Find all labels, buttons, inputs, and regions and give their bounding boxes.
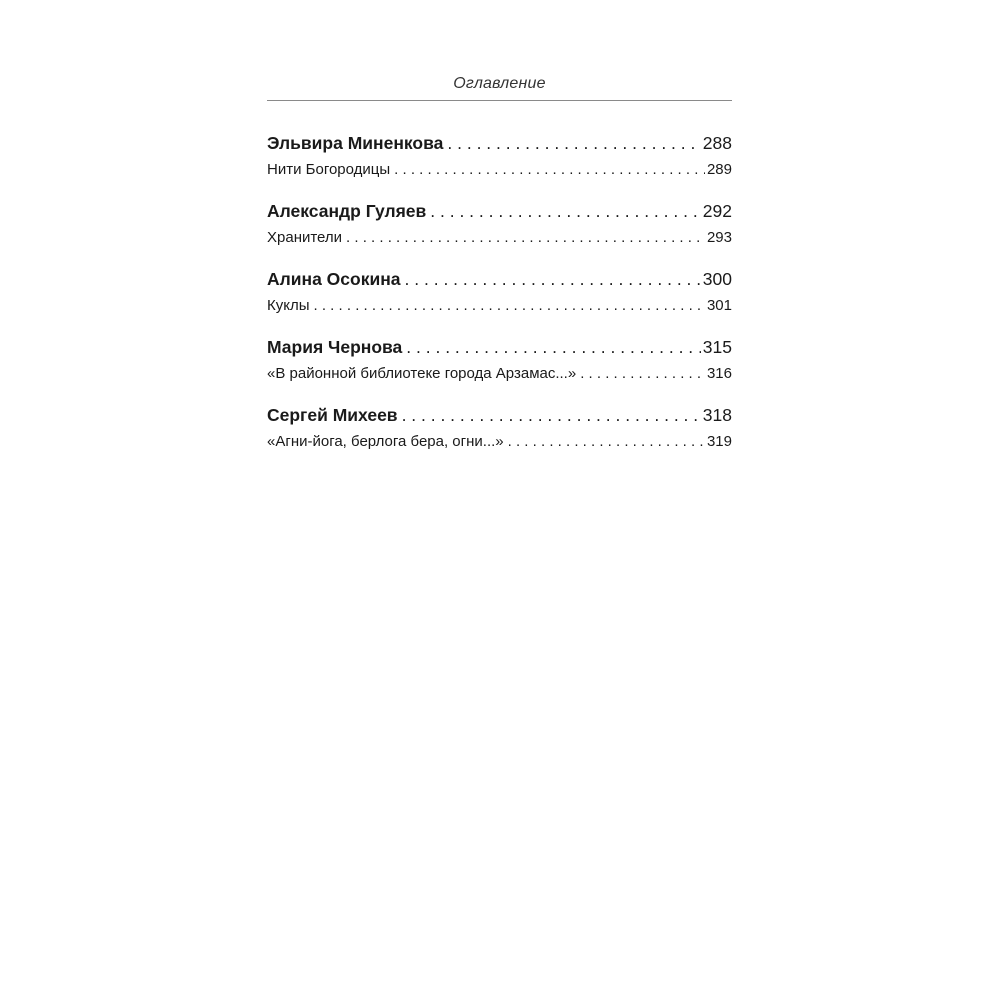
toc-author-name: Эльвира Миненкова bbox=[267, 133, 444, 153]
toc-work-line[interactable] bbox=[267, 156, 732, 183]
toc-work-line[interactable] bbox=[267, 292, 732, 319]
dot-leader bbox=[314, 292, 705, 319]
toc-page-number: 318 bbox=[702, 405, 732, 425]
toc-page-number: 316 bbox=[706, 365, 732, 382]
toc-author-line[interactable] bbox=[267, 198, 732, 224]
running-head-title: Оглавление bbox=[453, 75, 546, 92]
toc-author-name: Сергей Михеев bbox=[267, 405, 398, 425]
toc-author-line[interactable] bbox=[267, 334, 732, 360]
toc-work-title: Нити Богородицы bbox=[267, 161, 391, 178]
book-page bbox=[267, 0, 732, 1000]
toc-author-line[interactable] bbox=[267, 402, 732, 428]
toc-page-number: 292 bbox=[702, 201, 732, 221]
table-of-contents bbox=[267, 130, 732, 470]
toc-work-line[interactable] bbox=[267, 224, 732, 251]
toc-work-title: Куклы bbox=[267, 297, 310, 314]
toc-work-title: Хранители bbox=[267, 229, 343, 246]
toc-work-title: «Агни-йога, берлога бера, огни...» bbox=[267, 433, 504, 450]
dot-leader bbox=[580, 360, 705, 387]
toc-author-name: Мария Чернова bbox=[267, 337, 403, 357]
toc-work-line[interactable] bbox=[267, 360, 732, 387]
toc-author-line[interactable] bbox=[267, 266, 732, 292]
dot-leader bbox=[402, 402, 701, 428]
dot-leader bbox=[447, 130, 700, 156]
toc-work-title: «В районной библиотеке города Арзамас...» bbox=[267, 365, 577, 382]
toc-entry-group bbox=[267, 266, 732, 319]
toc-entry-group bbox=[267, 334, 732, 387]
dot-leader bbox=[394, 156, 705, 183]
dot-leader bbox=[430, 198, 701, 224]
dot-leader bbox=[346, 224, 705, 251]
dot-leader bbox=[405, 266, 701, 292]
toc-work-line[interactable] bbox=[267, 428, 732, 455]
dot-leader bbox=[406, 334, 701, 360]
toc-author-line[interactable] bbox=[267, 130, 732, 156]
toc-author-name: Александр Гуляев bbox=[267, 201, 427, 221]
toc-page-number: 300 bbox=[702, 269, 732, 289]
toc-entry-group bbox=[267, 198, 732, 251]
toc-page-number: 315 bbox=[702, 337, 732, 357]
toc-entry-group bbox=[267, 130, 732, 183]
toc-page-number: 289 bbox=[706, 161, 732, 178]
header-rule bbox=[267, 100, 732, 101]
toc-entry-group bbox=[267, 402, 732, 455]
dot-leader bbox=[508, 428, 705, 455]
toc-page-number: 293 bbox=[706, 229, 732, 246]
toc-page-number: 301 bbox=[706, 297, 732, 314]
toc-page-number: 288 bbox=[702, 133, 732, 153]
toc-page-number: 319 bbox=[706, 433, 732, 450]
toc-author-name: Алина Осокина bbox=[267, 269, 401, 289]
